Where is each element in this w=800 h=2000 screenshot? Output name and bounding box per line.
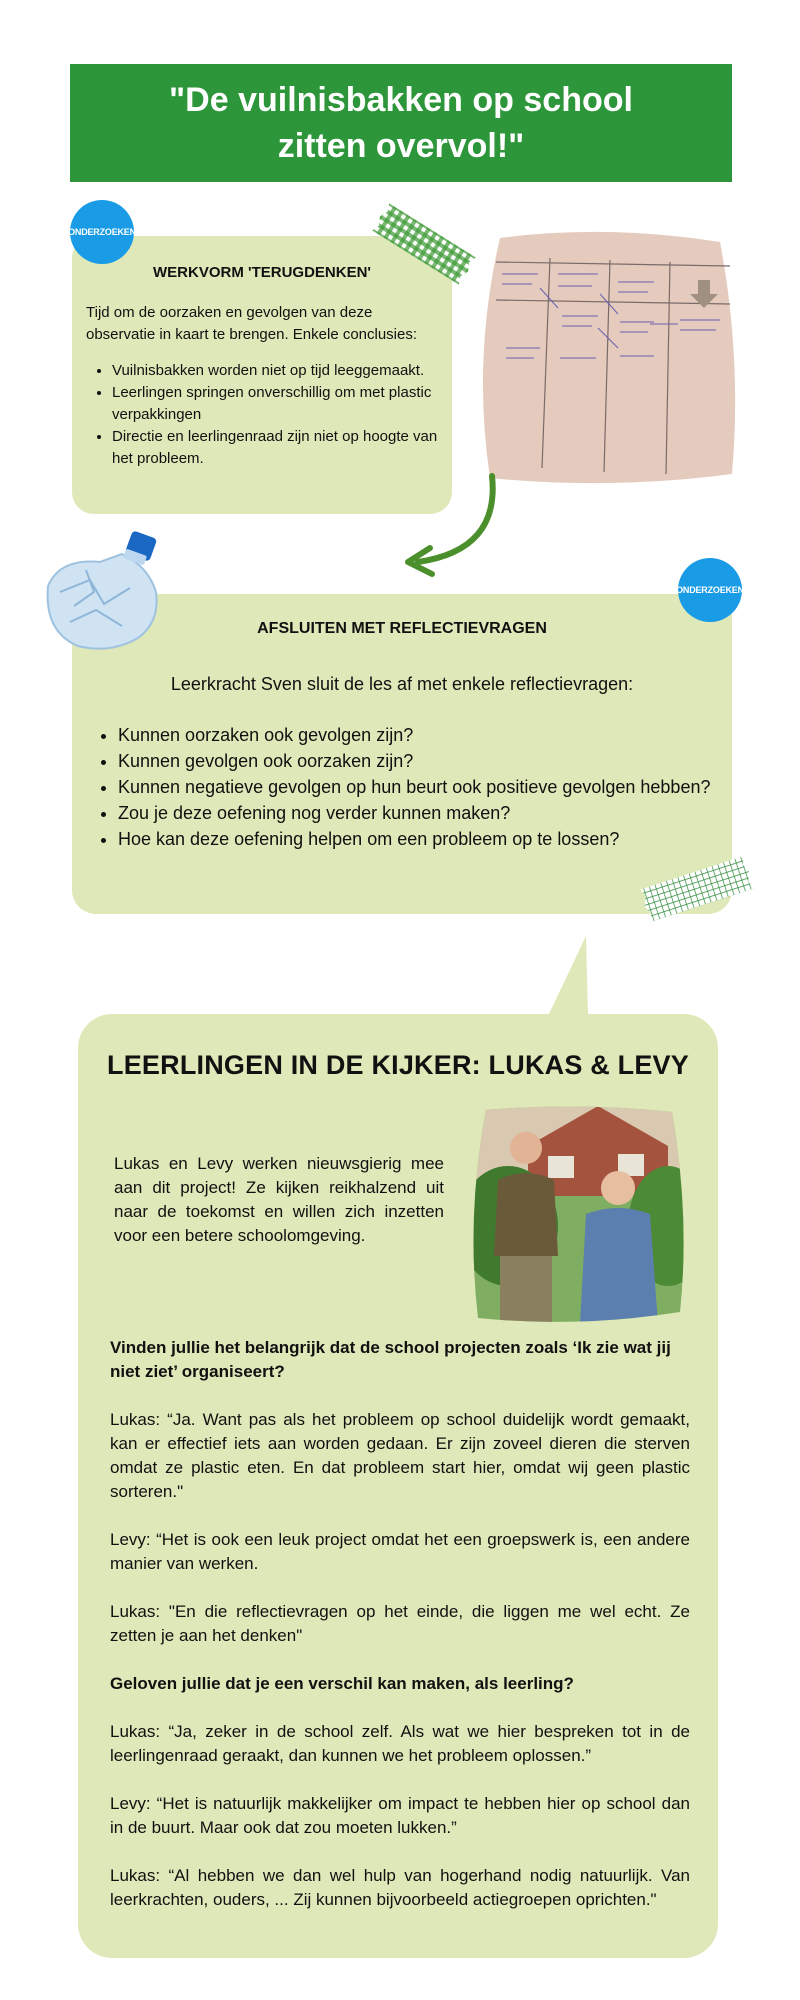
reflectievragen-heading: AFSLUITEN MET REFLECTIEVRAGEN <box>257 620 547 637</box>
header-banner <box>70 64 732 182</box>
terugdenken-intro: Tijd om de oorzaken en gevolgen van deze observatie in kaart te brengen. Enkele conclusies: <box>86 304 418 343</box>
students-photo <box>468 1106 690 1324</box>
curved-arrow-icon <box>400 470 510 580</box>
leerlingen-panel <box>78 1014 718 1958</box>
terugdenken-heading: WERKVORM 'TERUGDENKEN' <box>153 264 371 281</box>
onderzoeken-badge: ONDERZOEKEN <box>70 200 134 264</box>
worksheet-photo <box>470 228 742 496</box>
conclusions-list <box>86 360 462 470</box>
list-item: • Kunnen negatieve gevolgen op hun beurt ook positieve gevolgen hebben? <box>118 774 718 800</box>
leerlingen-heading: LEERLINGEN IN DE KIJKER: LUKAS & LEVY <box>107 1050 689 1080</box>
list-item: • Hoe kan deze oefening helpen om een probleem op te lossen? <box>118 826 718 852</box>
interview-answer: Lukas: “Al hebben we dan wel hulp van hogerhand nodig natuurlijk. Van leerkrachten, ouders, ... Zij kunnen bijvoorbeeld actiegroepen oprichten." <box>110 1866 690 1909</box>
reflectievragen-intro: Leerkracht Sven sluit de les af met enkele reflectievragen: <box>170 674 634 694</box>
interview-answer: Lukas: "En die reflectievragen op het einde, die liggen me wel echt. Ze zetten je aan het denken" <box>110 1602 690 1645</box>
reflection-questions-list <box>94 722 718 852</box>
interview-answer: Levy: “Het is ook een leuk project omdat het een groepswerk is, een andere manier van werken. <box>110 1530 690 1573</box>
reflectievragen-panel <box>72 594 732 914</box>
terugdenken-panel <box>72 236 452 514</box>
interview-answer: Levy: “Het is natuurlijk makkelijker om impact te hebben hier op school dan in de buurt. Maar ook dat zou moeten lukken.” <box>110 1794 690 1837</box>
interview-text <box>110 1336 690 1936</box>
speech-bubble-tail <box>548 936 588 1016</box>
list-item: • Zou je deze oefening nog verder kunnen maken? <box>118 800 718 826</box>
interview-question: Geloven jullie dat je een verschil kan maken, als leerling? <box>110 1674 574 1693</box>
interview-answer: Lukas: “Ja, zeker in de school zelf. Als wat we hier bespreken tot in de leerlingenraad geraakt, dan kunnen we het probleem oplossen.” <box>110 1722 690 1765</box>
plastic-bottle-image <box>30 522 170 662</box>
onderzoeken-badge: ONDERZOEKEN <box>678 558 742 622</box>
list-item: • Kunnen gevolgen ook oorzaken zijn? <box>118 748 718 774</box>
interview-answer: Lukas: “Ja. Want pas als het probleem op school duidelijk wordt gemaakt, kan er effectief iets aan worden gedaan. Er zijn zoveel dieren die sterven omdat ze plastic eten. En dat probleem start hier, omdat wij geen plastic sorteren." <box>110 1410 690 1501</box>
page-title: "De vuilnisbakken op school zitten overvol!" <box>169 81 633 165</box>
list-item: • Kunnen oorzaken ook gevolgen zijn? <box>118 722 718 748</box>
leerlingen-intro: Lukas en Levy werken nieuwsgierig mee aan dit project! Ze kijken reikhalzend uit naar de toekomst en willen zich inzetten voor een betere schoolomgeving. <box>114 1154 444 1245</box>
interview-question: Vinden jullie het belangrijk dat de school projecten zoals ‘Ik zie wat jij niet ziet’ organiseert? <box>110 1338 671 1381</box>
list-item: • Leerlingen springen onverschillig om met plastic verpakkingen <box>112 382 462 426</box>
list-item: • Directie en leerlingenraad zijn niet op hoogte van het probleem. <box>112 426 462 470</box>
list-item: • Vuilnisbakken worden niet op tijd leeggemaakt. <box>112 360 462 382</box>
